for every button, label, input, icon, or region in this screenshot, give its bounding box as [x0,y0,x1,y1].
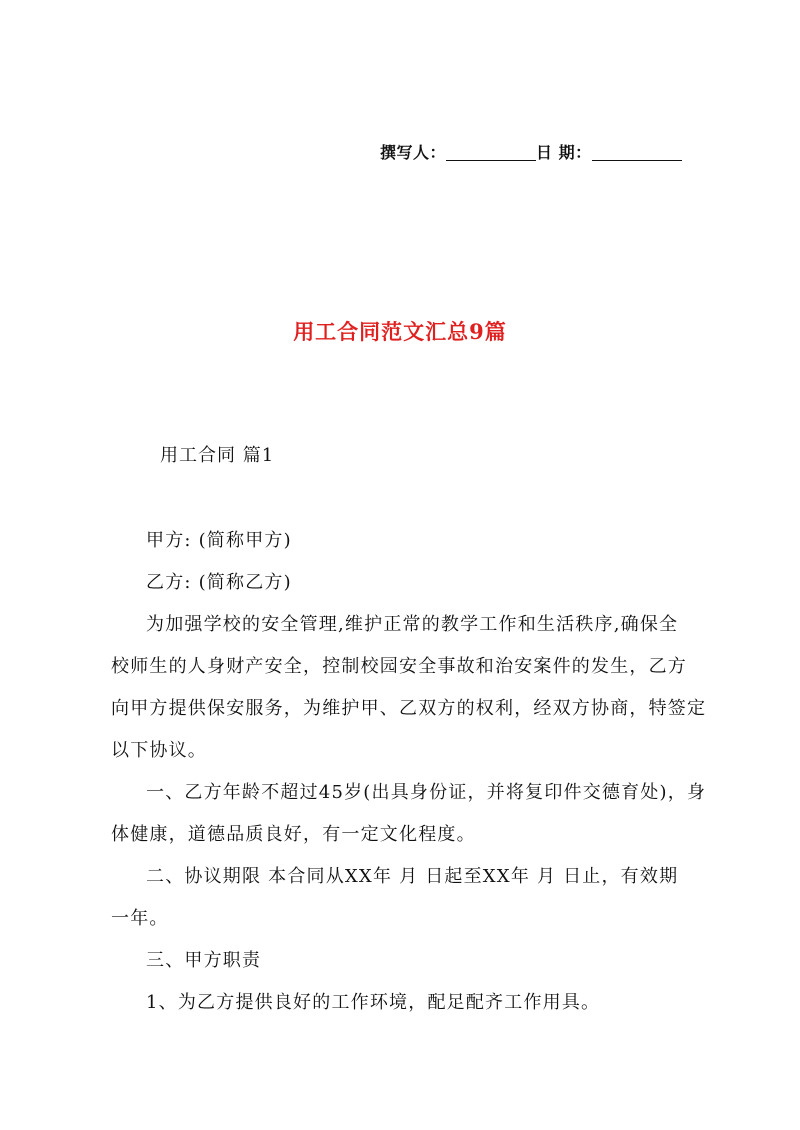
clause-line: 二、协议期限 本合同从XX年 月 日起至XX年 月 日止，有效期 [146,866,679,887]
party-a-line: 甲方: (简称甲方) [146,530,292,551]
clause-line: 体健康，道德品质良好，有一定文化程度。 [111,824,476,845]
author-blank [446,144,536,161]
author-label: 撰写人： [380,143,447,162]
clause-heading: 三、甲方职责 [146,950,262,971]
clause-line: 1、为乙方提供良好的工作环境，配足配齐工作用具。 [146,992,601,1013]
paragraph-line: 校师生的人身财产安全，控制校园安全事故和治安案件的发生，乙方 [111,656,687,677]
date-blank [592,144,682,161]
paragraph-line: 为加强学校的安全管理,维护正常的教学工作和生活秩序,确保全 [146,614,679,635]
paragraph-line: 以下协议。 [111,740,207,761]
section-heading: 用工合同 篇1 [160,445,275,466]
paragraph-line: 向甲方提供保安服务，为维护甲、乙双方的权利，经双方协商，特签定 [111,698,707,719]
author-date-line [380,140,682,163]
document-title: 用工合同范文汇总9篇 [293,319,507,344]
clause-line: 一、乙方年龄不超过45岁(出具身份证，并将复印件交德育处)，身 [146,782,707,803]
date-label: 日 期： [536,143,592,162]
party-b-line: 乙方: (简称乙方) [146,572,292,593]
clause-line: 一年。 [111,908,169,929]
